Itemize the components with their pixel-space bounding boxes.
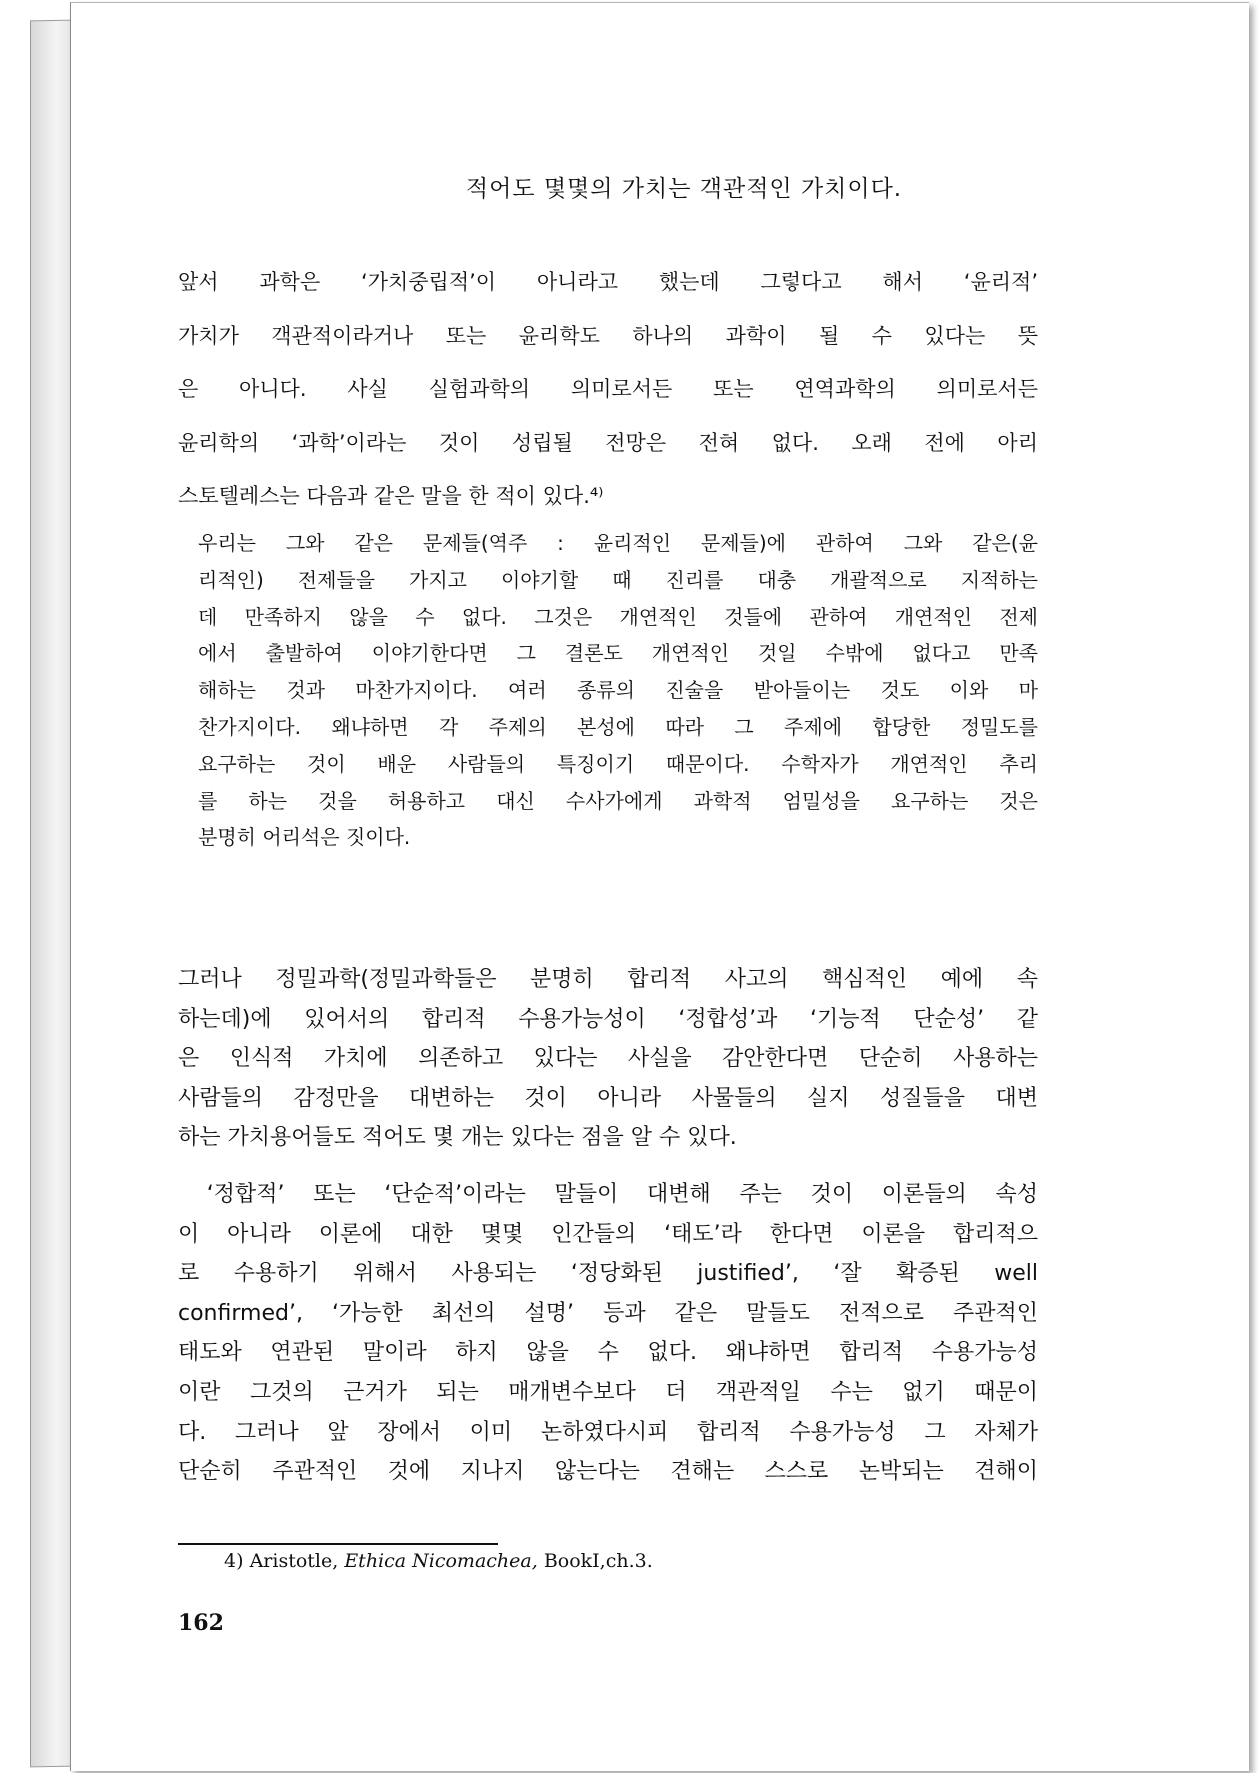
quote-line: 해하는 것과 마찬가지이다. 여러 종류의 진술을 받아들이는 것도 이와 마 (198, 678, 1038, 703)
footnote-author: Aristotle, (249, 1550, 339, 1572)
section-title: 적어도 몇몇의 가치는 객관적인 가치이다. (465, 176, 903, 202)
text-line: ‘정합적’ 또는 ‘단순적’이라는 말들이 대변해 주는 것이 이론들의 속성 (178, 1182, 1038, 1207)
quote-line: 데 만족하지 않을 수 없다. 그것은 개연적인 것들에 관하여 개연적인 전제 (198, 604, 1038, 629)
paragraph-1 (178, 256, 1038, 524)
quote-line: 분명히 어리석은 짓이다. (198, 825, 411, 850)
text-line: confirmed’, ‘가능한 최선의 설명’ 등과 같은 말들도 전적으로 주관적인 (178, 1300, 1038, 1326)
text-line: 단순히 주관적인 것에 지나지 않는다는 견해는 스스로 논박되는 견해이 (178, 1459, 1038, 1485)
footnote-rule (178, 1543, 498, 1545)
text-line: 가치가 객관적이라거나 또는 윤리학도 하나의 과학이 될 수 있다는 뜻 (178, 323, 1038, 348)
text-line: 하는 가치용어들도 적어도 몇 개는 있다는 점을 알 수 있다. (178, 1125, 737, 1151)
quote-line: 요구하는 것이 배운 사람들의 특징이기 때문이다. 수학자가 개연적인 추리 (198, 751, 1038, 776)
text-line: 은 아니다. 사실 실험과학의 의미로서든 또는 연역과학의 의미로서든 (178, 377, 1038, 401)
text-line: 태도와 연관된 말이라 하지 않을 수 없다. 왜냐하면 합리적 수용가능성 (178, 1340, 1038, 1366)
quote-line: 리적인) 전제들을 가지고 이야기할 때 진리를 대충 개괄적으로 지적하는 (198, 567, 1038, 592)
footnote-ref: BookI,ch.3. (543, 1550, 653, 1572)
footnote-work: Ethica Nicomachea, (344, 1550, 538, 1572)
text-line: 은 인식적 가치에 의존하고 있다는 사실을 감안한다면 단순히 사용하는 (178, 1046, 1038, 1072)
text-line: 이 아니라 이론에 대한 몇몇 인간들의 ‘태도’라 한다면 이론을 합리적으 (178, 1221, 1038, 1247)
text-line: 다. 그러나 앞 장에서 이미 논하였다시피 합리적 수용가능성 그 자체가 (178, 1419, 1038, 1445)
quote-line: 찬가지이다. 왜냐하면 각 주제의 본성에 따라 그 주제에 합당한 정밀도를 (198, 714, 1038, 739)
text-line: 사람들의 감정만을 대변하는 것이 아니라 사물들의 실지 성질들을 대변 (178, 1085, 1038, 1111)
quote-line: 를 하는 것을 허용하고 대신 수사가에게 과학적 엄밀성을 요구하는 것은 (198, 788, 1038, 813)
footnote (224, 1550, 653, 1572)
page-number: 162 (178, 1610, 224, 1636)
text-line: 이란 그것의 근거가 되는 매개변수보다 더 객관적일 수는 없기 때문이 (178, 1379, 1038, 1405)
book-spine (30, 20, 74, 1768)
text-line: 앞서 과학은 ‘가치중립적’이 아니라고 했는데 그렇다고 해서 ‘윤리적’ (178, 270, 1038, 294)
quote-line: 우리는 그와 같은 문제들(역주 : 윤리적인 문제들)에 관하여 그와 같은(윤 (198, 531, 1038, 555)
text-line: 하는데)에 있어서의 합리적 수용가능성이 ‘정합성’과 ‘기능적 단순성’ 같 (178, 1006, 1038, 1032)
text-line: 스토텔레스는 다음과 같은 말을 한 적이 있다.⁴⁾ (178, 484, 604, 508)
text-line: 그러나 정밀과학(정밀과학들은 분명히 합리적 사고의 핵심적인 예에 속 (178, 967, 1038, 992)
paragraph-3 (178, 1175, 1038, 1492)
text-line: 로 수용하기 위해서 사용되는 ‘정당화된 justified’, ‘잘 확증된 well (178, 1261, 1038, 1287)
text-line: 윤리학의 ‘과학’이라는 것이 성립될 전망은 전혀 없다. 오래 전에 아리 (178, 430, 1038, 455)
footnote-number: 4) (224, 1550, 244, 1572)
quote-line: 에서 출발하여 이야기한다면 그 결론도 개연적인 것일 수밖에 없다고 만족 (198, 641, 1038, 666)
block-quote (198, 525, 1038, 856)
paragraph-2 (178, 960, 1038, 1158)
